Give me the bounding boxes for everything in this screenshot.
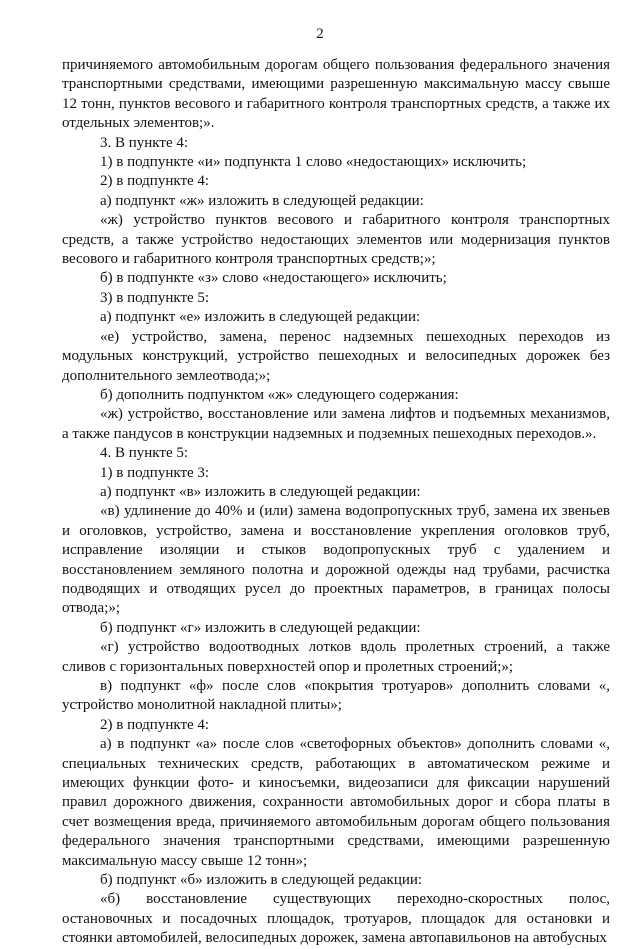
paragraph: 2) в подпункте 4: (100, 716, 210, 733)
document-body (62, 56, 610, 949)
paragraph: 1) в подпункте «и» подпункта 1 слово «недостающих» исключить; (100, 154, 527, 171)
paragraph: «б) восстановление существующих переходно-скоростных полос, остановочных и посадочных площадок, тротуаров, площадок для остановки и стоянки автомобилей, велосипедных дорожек, замена автопавильонов на автобусных (62, 891, 610, 947)
paragraph: 2) в подпункте 4: (100, 173, 210, 190)
paragraph: а) подпункт «ж» изложить в следующей редакции: (100, 192, 424, 209)
paragraph: 3. В пункте 4: (100, 134, 189, 151)
paragraph: «е) устройство, замена, перенос надземных пешеходных переходов из модульных конструкций, устройство пешеходных и велосипедных дорожек без дополнительного землеотвода;»; (62, 328, 610, 384)
paragraph: «в) удлинение до 40% и (или) замена водопропускных труб, замена их звеньев и оголовков, устройство, замена и восстановление укрепления оголовков труб, исправление изоляции и стыков водопропускных труб с удалением и восстановлением земляного полотна и дорожной одежды над трубами, расчистка подводящих и отводящих русел до проектных параметров, в границах полосы отвода;»; (62, 503, 610, 617)
paragraph: б) подпункт «б» изложить в следующей редакции: (100, 872, 423, 889)
paragraph: а) подпункт «е» изложить в следующей редакции: (100, 309, 421, 326)
paragraph: «ж) устройство, восстановление или замена лифтов и подъемных механизмов, а также пандусов в конструкции надземных и подземных пешеходных переходов.». (62, 406, 610, 442)
paragraph: 4. В пункте 5: (100, 445, 189, 462)
paragraph: б) в подпункте «з» слово «недостающего» исключить; (100, 270, 447, 287)
paragraph: в) подпункт «ф» после слов «покрытия тротуаров» дополнить словами «, устройство монолитной накладной плиты»; (62, 678, 610, 714)
paragraph: «ж) устройство пунктов весового и габаритного контроля транспортных средств, а также устройство недостающих элементов или модернизация пунктов весового и габаритного контроля транспортных средств;»; (62, 212, 610, 268)
paragraph: а) в подпункт «а» после слов «светофорных объектов» дополнить словами «, специальных технических средств, работающих в автоматическом режиме и имеющих функции фото- и киносъемки, видеозаписи для фиксации нарушений правил дорожного движения, сохранности автомобильных дорог и сбора платы в счет возмещения вреда, причиняемого автомобильным дорогам общего пользования федерального значения транспортными средствами, имеющими разрешенную максимальную массу свыше 12 тонн»; (62, 736, 610, 869)
page-number: 2 (316, 26, 324, 42)
paragraph: б) дополнить подпунктом «ж» следующего содержания: (100, 386, 459, 403)
paragraph: а) подпункт «в» изложить в следующей редакции: (100, 483, 421, 500)
paragraph: б) подпункт «г» изложить в следующей редакции: (100, 619, 421, 636)
paragraph: «г) устройство водоотводных лотков вдоль пролетных строений, а также сливов с горизонтальных поверхностей опор и пролетных строений;»; (62, 639, 610, 675)
paragraph: причиняемого автомобильным дорогам общего пользования федерального значения транспортными средствами, имеющими разрешенную максимальную массу свыше 12 тонн, пунктов весового и габаритного контроля транспортных средств, а также их отдельных элементов;». (62, 57, 610, 132)
paragraph: 1) в подпункте 3: (100, 464, 210, 481)
paragraph: 3) в подпункте 5: (100, 289, 210, 306)
